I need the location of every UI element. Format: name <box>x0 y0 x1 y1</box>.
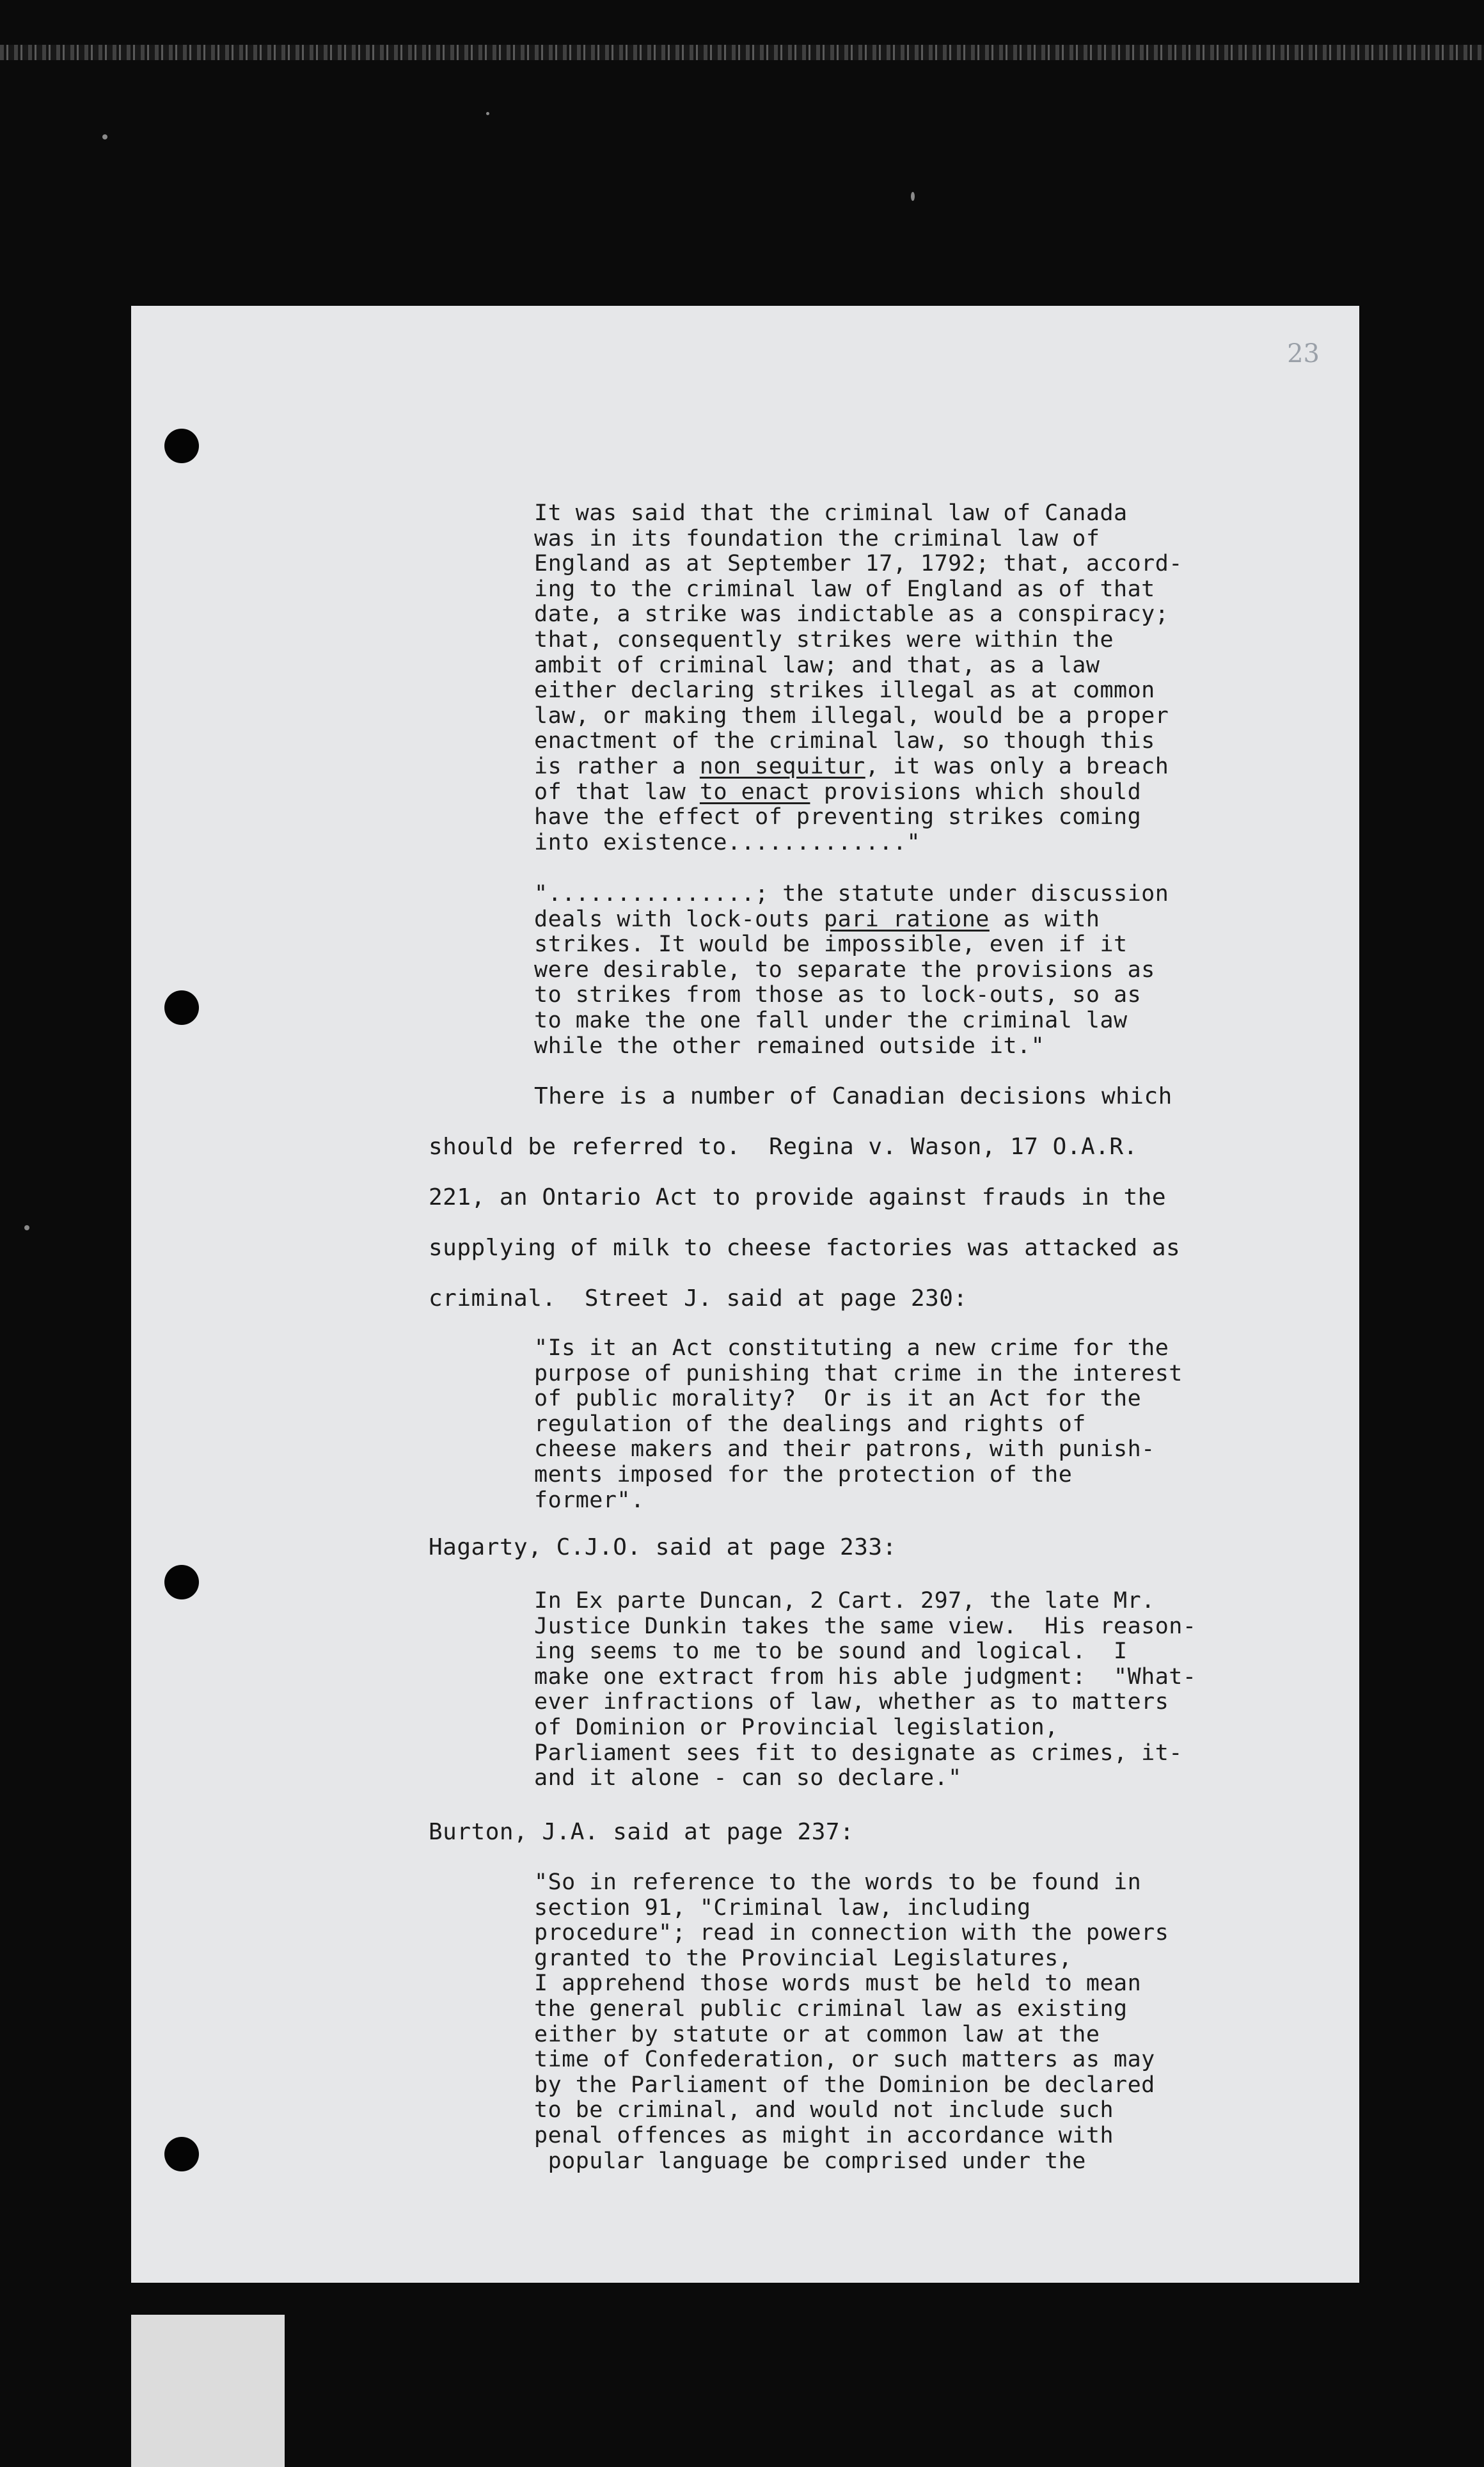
underlined-term: to enact <box>699 779 810 805</box>
page-number: 23 <box>1287 339 1320 369</box>
punch-hole <box>164 990 199 1025</box>
citation-hagarty: Hagarty, C.J.O. said at page 233: <box>429 1534 897 1560</box>
dust-speck <box>102 134 107 139</box>
document-page <box>131 306 1359 2283</box>
body-text: 221, an Ontario Act to provide against frauds in the <box>429 1184 1167 1210</box>
quote-lockouts <box>534 882 1302 1059</box>
quote-text: "So in reference to the words to be found in section 91, "Criminal law, including procedure"; read in connection with the powers granted to the Provincial Legislatures, I apprehend those words must be held to mean the general public criminal law as existing either by statute or at common law at the time of Confederation, or such matters as may by the Parliament of the Dominion be declared to be criminal, and would not include such penal offences as might in accordance with popular language be comprised under the <box>534 1869 1169 2174</box>
underlined-term: pari ratione <box>824 906 990 932</box>
citation-burton: Burton, J.A. said at page 237: <box>429 1819 855 1845</box>
body-text: supplying of milk to cheese factories was attacked as <box>429 1235 1181 1261</box>
dust-speck <box>24 1225 29 1230</box>
quote-text: "Is it an Act constituting a new crime for the purpose of punishing that crime in the interest of public morality? Or is it an Act for the regulation of the dealings and rights of cheese makers and their patrons, with punish- ments imposed for the protection of the former". <box>534 1335 1183 1513</box>
underlined-term: non sequitur <box>699 753 865 779</box>
quote-strikes <box>534 501 1302 855</box>
body-text: criminal. Street J. said at page 230: <box>429 1285 968 1312</box>
punch-hole <box>164 2137 199 2171</box>
quote-line: of that law to enact provisions which should <box>534 779 1142 805</box>
dust-speck <box>486 112 489 115</box>
body-text: should be referred to. Regina v. Wason, 17 O.A.R. <box>429 1134 1138 1160</box>
quote-text: strikes. It would be impossible, even if it were desirable, to separate the provisions as to strikes from those as to lock-outs, so as to make the one fall under the criminal law while the other remained outside it." <box>534 932 1155 1059</box>
punch-hole <box>164 429 199 463</box>
film-edge <box>0 45 1484 60</box>
quote-hagarty <box>534 1589 1302 1791</box>
quote-text: It was said that the criminal law of Canada was in its foundation the criminal law of England as at September 17, 1792; that, accord- ing to the criminal law of England as of that date, a strike was indictable as a conspiracy; that, consequently strikes were within the ambit of criminal law; and that, as a law either declaring strikes illegal as at common law, or making them illegal, would be a proper enactment of the criminal law, so though this <box>534 500 1183 754</box>
dust-speck <box>911 192 915 201</box>
film-tab <box>131 2315 285 2467</box>
quote-burton <box>534 1870 1302 2174</box>
quote-text: have the effect of preventing strikes coming into existence............." <box>534 804 1142 855</box>
quote-text: In Ex parte Duncan, 2 Cart. 297, the late Mr. Justice Dunkin takes the same view. His reason- ing seems to me to be sound and logical. I make one extract from his able judgment: "What- ever infractions of law, whether as to matters of Dominion or Provincial legislation, Parliament sees fit to designate as crimes, it- and it alone - can so declare." <box>534 1588 1197 1791</box>
quote-line: "...............; the statute under discussion <box>534 881 1169 907</box>
quote-line: is rather a non sequitur, it was only a breach <box>534 753 1169 779</box>
body-text: There is a number of Canadian decisions which <box>534 1083 1172 1109</box>
quote-street <box>534 1336 1302 1513</box>
punch-hole <box>164 1565 199 1599</box>
quote-line: deals with lock-outs pari ratione as with <box>534 906 1100 932</box>
